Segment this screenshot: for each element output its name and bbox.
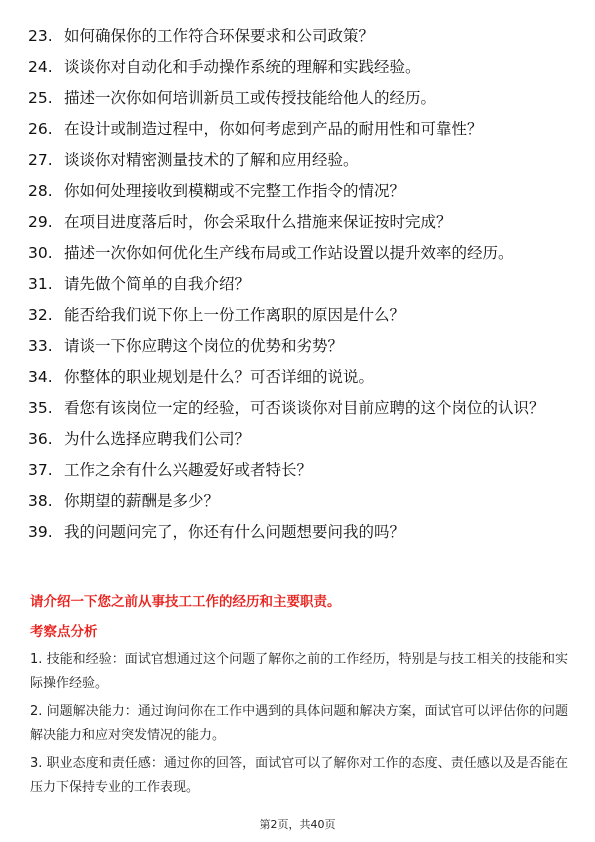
question-number: 30. [28, 244, 53, 262]
question-text: 请先做个简单的自我介绍？ [64, 275, 251, 293]
analysis-item: 1. 技能和经验：面试官想通过这个问题了解你之前的工作经历，特别是与技工相关的技能和实际操作经验。 [30, 652, 568, 691]
question-number: 29. [28, 213, 53, 231]
question-text: 工作之余有什么兴趣爱好或者特长？ [64, 461, 313, 479]
question-item [28, 396, 568, 421]
question-text: 你期望的薪酬是多少？ [64, 492, 220, 510]
question-text: 看您有该岗位一定的经验，可否谈谈你对目前应聘的这个岗位的认识？ [64, 399, 545, 417]
question-number: 33. [28, 337, 53, 355]
sub-title: 考察点分析 [30, 624, 98, 640]
question-number: 34. [28, 368, 53, 386]
question-number: 32. [28, 306, 53, 324]
question-item [28, 458, 568, 483]
question-item [28, 427, 568, 452]
question-item [28, 148, 568, 173]
section-title: 请介绍一下您之前从事技工工作的经历和主要职责。 [30, 594, 341, 610]
question-number: 35. [28, 399, 53, 417]
question-number: 28. [28, 182, 53, 200]
question-number: 23. [28, 27, 53, 45]
question-number: 37. [28, 461, 53, 479]
question-item [28, 303, 568, 328]
question-text: 描述一次你如何培训新员工或传授技能给他人的经历。 [64, 89, 437, 107]
question-item [28, 241, 568, 266]
analysis-item: 3. 职业态度和责任感：通过你的回答，面试官可以了解你对工作的态度、责任感以及是否能在压力下保持专业的工作表现。 [30, 756, 568, 795]
analysis-list [30, 648, 568, 804]
question-text: 描述一次你如何优化生产线布局或工作站设置以提升效率的经历。 [64, 244, 514, 262]
question-item [28, 117, 568, 142]
question-text: 谈谈你对自动化和手动操作系统的理解和实践经验。 [64, 58, 421, 76]
question-item [28, 86, 568, 111]
question-item [28, 272, 568, 297]
question-number: 39. [28, 523, 53, 541]
question-number: 26. [28, 120, 53, 138]
question-text: 你整体的职业规划是什么？可否详细的说说。 [64, 368, 375, 386]
question-number: 36. [28, 430, 53, 448]
question-text: 在项目进度落后时，你会采取什么措施来保证按时完成？ [64, 213, 452, 231]
question-number: 38. [28, 492, 53, 510]
question-number: 25. [28, 89, 53, 107]
question-number: 24. [28, 58, 53, 76]
question-text: 在设计或制造过程中，你如何考虑到产品的耐用性和可靠性？ [64, 120, 483, 138]
question-text: 如何确保你的工作符合环保要求和公司政策？ [64, 27, 375, 45]
question-list [28, 24, 568, 551]
question-item [28, 179, 568, 204]
page-footer: 第2页，共40页 [259, 818, 336, 831]
question-item [28, 334, 568, 359]
question-item [28, 210, 568, 235]
question-number: 31. [28, 275, 53, 293]
question-item [28, 489, 568, 514]
question-text: 请谈一下你应聘这个岗位的优势和劣势？ [64, 337, 344, 355]
question-item [28, 520, 568, 545]
question-text: 为什么选择应聘我们公司？ [64, 430, 251, 448]
analysis-item: 2. 问题解决能力：通过询问你在工作中遇到的具体问题和解决方案，面试官可以评估你的问题解决能力和应对突发情况的能力。 [30, 704, 568, 743]
question-text: 谈谈你对精密测量技术的了解和应用经验。 [64, 151, 359, 169]
question-text: 我的问题问完了，你还有什么问题想要问我的吗？ [64, 523, 406, 541]
question-text: 能否给我们说下你上一份工作离职的原因是什么？ [64, 306, 406, 324]
question-item [28, 55, 568, 80]
question-text: 你如何处理接收到模糊或不完整工作指令的情况？ [64, 182, 406, 200]
question-number: 27. [28, 151, 53, 169]
question-item [28, 24, 568, 49]
question-item [28, 365, 568, 390]
